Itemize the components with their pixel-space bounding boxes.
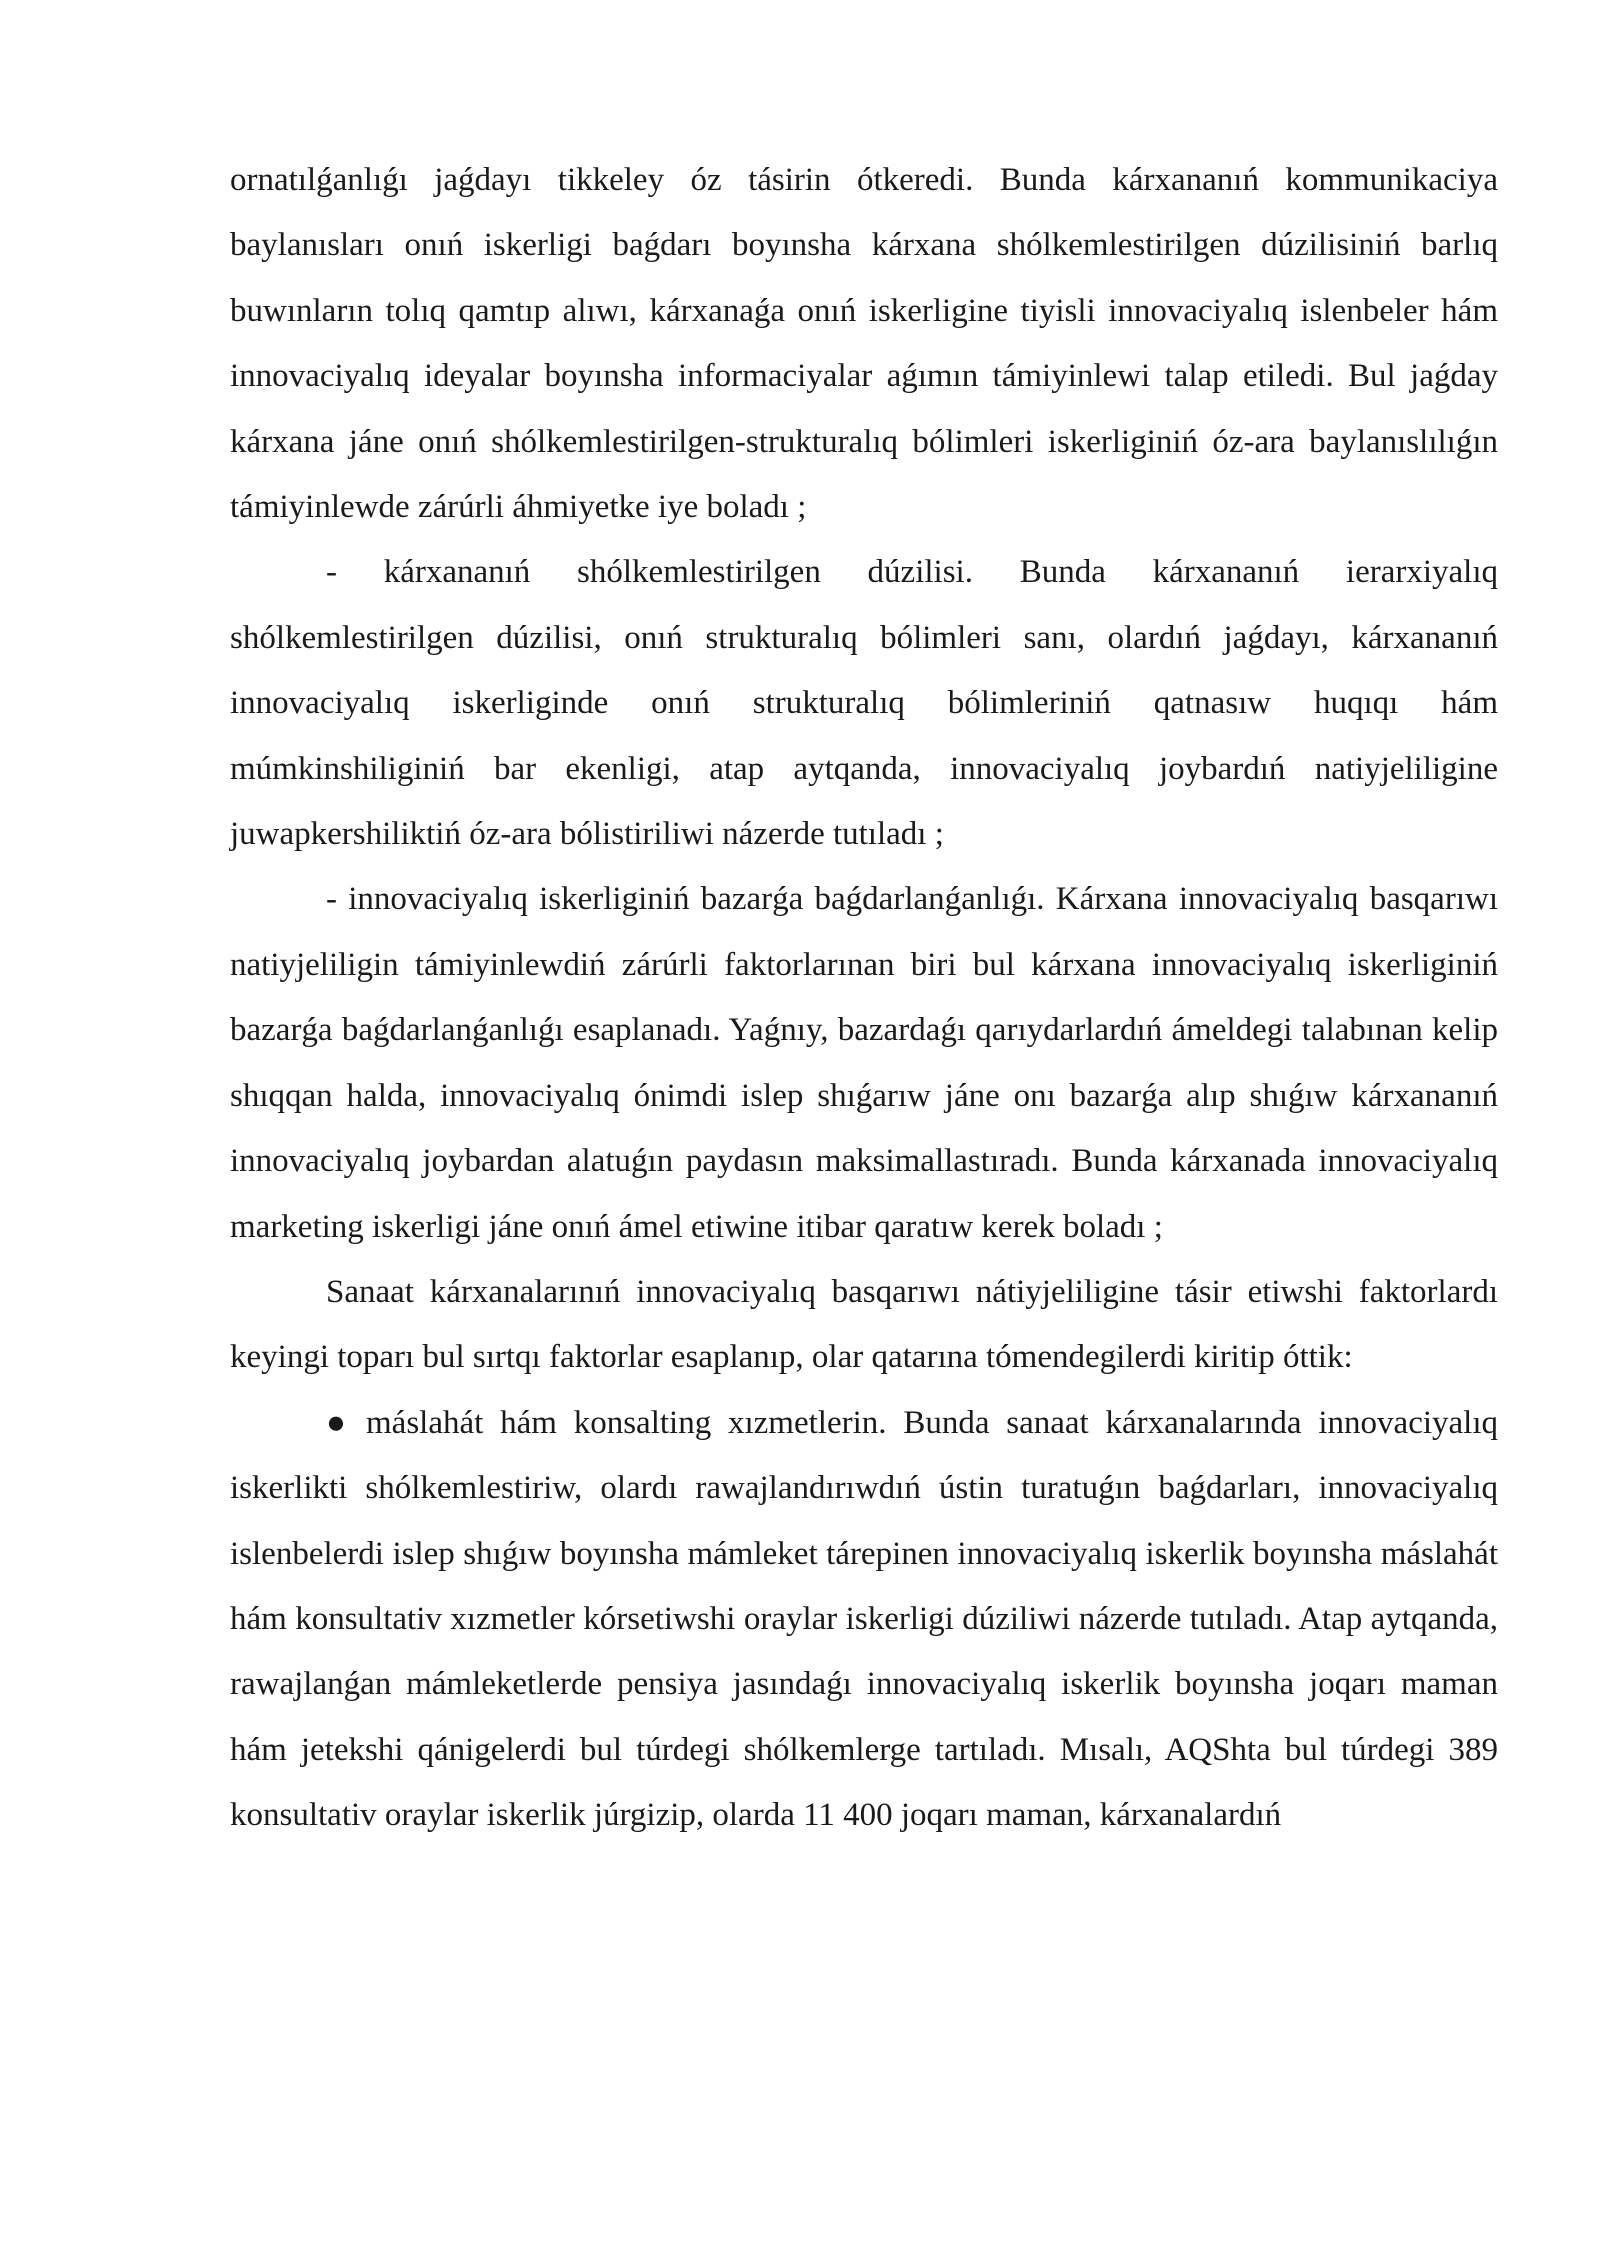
- paragraph-market-orientation: - innovaciyalıq iskerliginiń bazarǵa baǵdarlanǵanlıǵı. Kárxana innovaciyalıq basqarıwı natiyjeliligin támiyinlewdiń zárúrli faktorlarınan biri bul kárxana innovaciyalıq iskerliginiń bazarǵa baǵdarlanǵanlıǵı esaplanadı. Yaǵnıy, bazardaǵı qarıydarlardıń ámeldegi talabınan kelip shıqqan halda, innovaciyalıq ónimdi islep shıǵarıw jáne onı bazarǵa alıp shıǵıw kárxananıń innovaciyalıq joybardan alatuǵın paydasın maksimallastıradı. Bunda kárxanada innovaciyalıq marketing iskerligi jáne onıń ámel etiwine itibar qaratıw kerek boladı ;: [230, 881, 1498, 1245]
- bullet-text: máslahát hám konsalting xızmetlerin. Bunda sanaat kárxanalarında innovaciyalıq iskerlikti shólkemlestiriw, olardı rawajlandırıwdıń ústin turatuǵın baǵdarları, innovaciyalıq islenbelerdi islep shıǵıw boyınsha mámleket tárepinen innovaciyalıq iskerlik boyınsha máslahát hám konsultativ xızmetler kórsetiwshi oraylar iskerligi dúziliwi názerde tutıladı. Atap aytqanda, rawajlanǵan mámleketlerde pensiya jasındaǵı innovaciyalıq iskerlik boyınsha joqarı maman hám jetekshi qánigelerdi bul túrdegi shólkemlerge tartıladı. Mısalı, AQShta bul túrdegi 389 konsultativ oraylar iskerlik júrgizip, olarda 11 400 joqarı maman, kárxanalardıń: [230, 1404, 1498, 1834]
- paragraph-organizational-structure: - kárxananıń shólkemlestirilgen dúzilisi. Bunda kárxananıń ierarxiyalıq shólkemlestirilgen dúzilisi, onıń strukturalıq bólimleri sanı, olardıń jaǵdayı, kárxananıń innovaciyalıq iskerliginde onıń strukturalıq bólimleriniń qatnasıw huqıqı hám múmkinshiliginiń bar ekenligi, atap aytqanda, innovaciyalıq joybardıń natiyjeliligine juwapkershiliktiń óz-ara bólistiriliwi názerde tutıladı ;: [230, 554, 1498, 853]
- document-page: [230, 148, 1498, 1849]
- paragraph-consulting-services: [230, 1391, 1498, 1849]
- bullet-icon: ●: [326, 1404, 346, 1441]
- paragraph-external-factors: Sanaat kárxanalarınıń innovaciyalıq basqarıwı nátiyjeliligine tásir etiwshi faktorlardı keyingi toparı bul sırtqı faktorlar esaplanıp, olar qatarına tómendegilerdi kiritip óttik:: [230, 1273, 1498, 1376]
- paragraph-continuation: ornatılǵanlıǵı jaǵdayı tikkeley óz tásirin ótkeredi. Bunda kárxananıń kommunikaciya baylanısları onıń iskerligi baǵdarı boyınsha kárxana shólkemlestirilgen dúzilisiniń barlıq buwınların tolıq qamtıp alıwı, kárxanaǵa onıń iskerligine tiyisli innovaciyalıq islenbeler hám innovaciyalıq ideyalar boyınsha informaciyalar aǵımın támiyinlewi talap etiledi. Bul jaǵday kárxana jáne onıń shólkemlestirilgen-strukturalıq bólimleri iskerliginiń óz-ara baylanıslılıǵın támiyinlewde zárúrli áhmiyetke iye boladı ;: [230, 162, 1498, 526]
